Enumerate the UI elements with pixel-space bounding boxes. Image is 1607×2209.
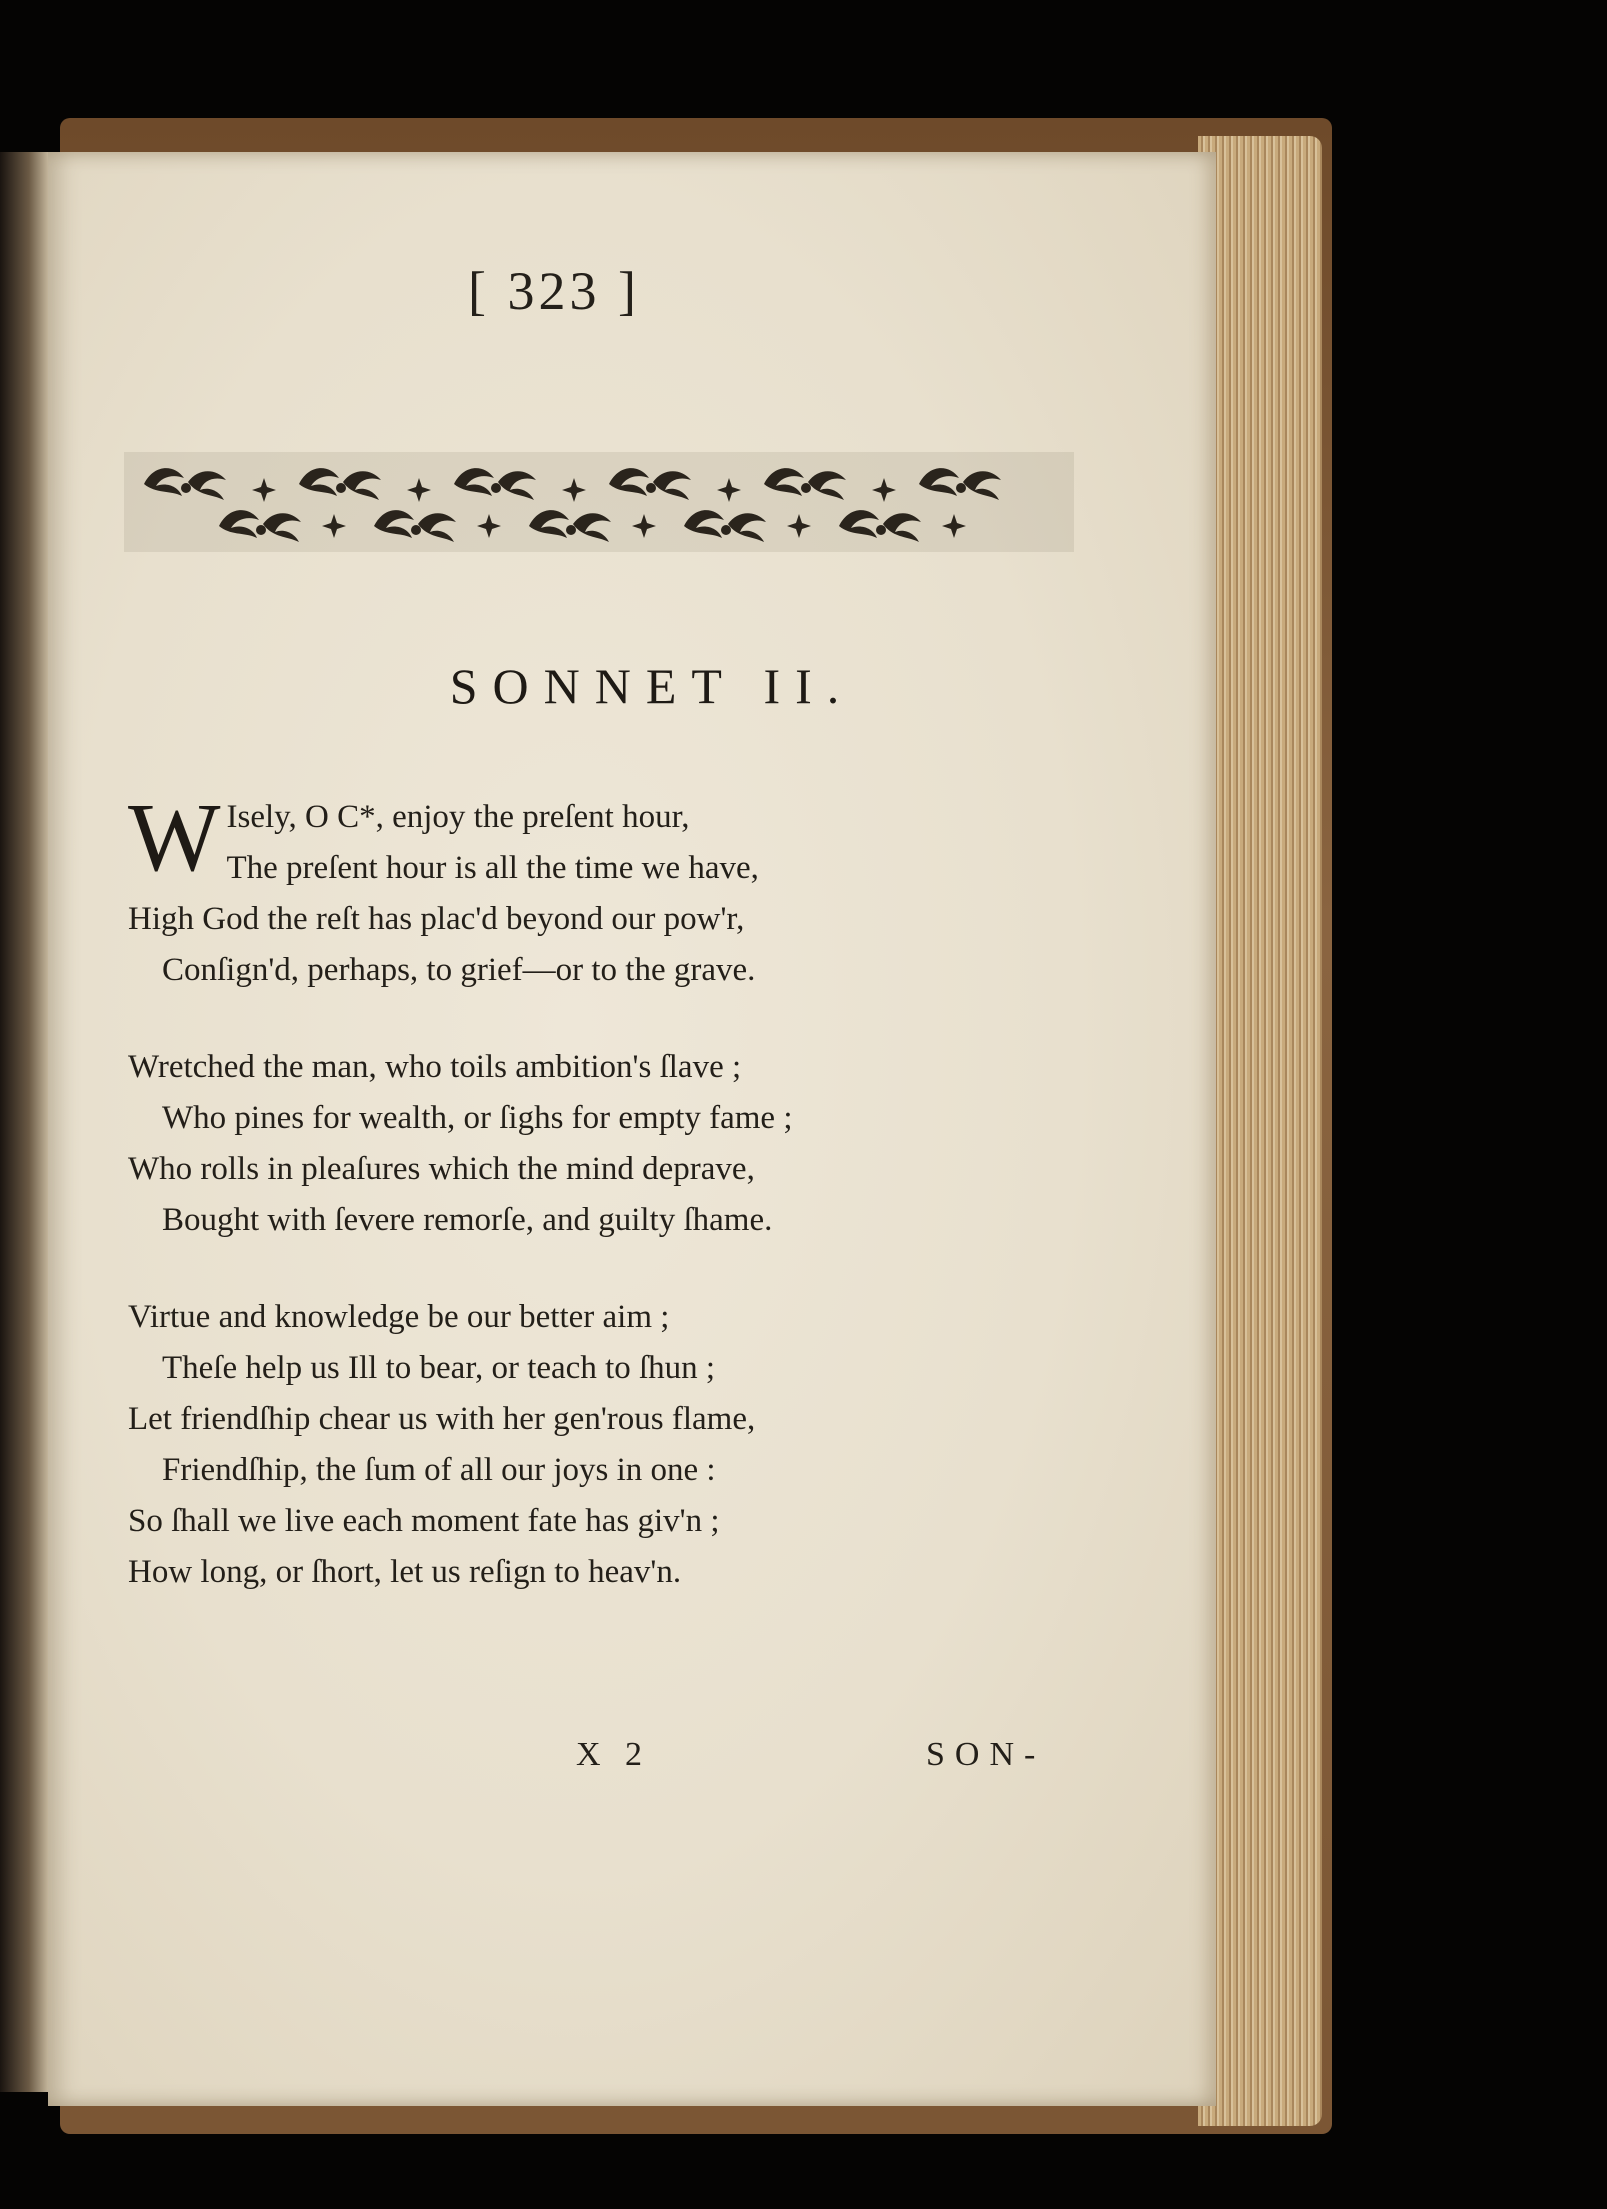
poem-line: Theſe help us Ill to bear, or teach to ſhun ; xyxy=(162,1350,716,1386)
poem-title: SONNET II. xyxy=(449,658,855,714)
stanza-3 xyxy=(128,1292,1028,1598)
signature-mark: X 2 xyxy=(576,1736,651,1773)
poem-line: High God the reſt has plac'd beyond our pow'r, xyxy=(128,901,745,937)
poem-line: So ſhall we live each moment fate has giv'n ; xyxy=(128,1503,720,1539)
poem-line: Bought with ſevere remorſe, and guilty ſhame. xyxy=(162,1202,773,1238)
poem-line: Friendſhip, the ſum of all our joys in one : xyxy=(162,1452,716,1488)
page-number: [ 323 ] xyxy=(468,261,640,321)
poem-line: Who pines for wealth, or ſighs for empty fame ; xyxy=(162,1100,793,1136)
poem-line: Let friendſhip chear us with her gen'rous flame, xyxy=(128,1401,756,1437)
book-page xyxy=(48,152,1216,2106)
poem-line: Isely, O C*, enjoy the preſent hour, xyxy=(226,799,690,835)
drop-cap: W xyxy=(128,784,221,892)
poem-line: Conſign'd, perhaps, to grief—or to the grave. xyxy=(162,952,756,988)
stanza-1 xyxy=(128,784,1028,996)
facing-page-edge xyxy=(0,152,48,2092)
stanza-2 xyxy=(128,1042,1028,1246)
poem-line: Wretched the man, who toils ambition's ſlave ; xyxy=(128,1049,742,1085)
poem-line: The preſent hour is all the time we have, xyxy=(226,850,759,886)
page-edges xyxy=(1198,136,1322,2126)
poem-line: Virtue and knowledge be our better aim ; xyxy=(128,1299,670,1335)
poem-line: Who rolls in pleaſures which the mind deprave, xyxy=(128,1151,755,1187)
poem-line: How long, or ſhort, let us reſign to heav'n. xyxy=(128,1554,682,1590)
decorative-ornament-band xyxy=(124,452,1074,552)
catchword: SON- xyxy=(926,1736,1046,1773)
